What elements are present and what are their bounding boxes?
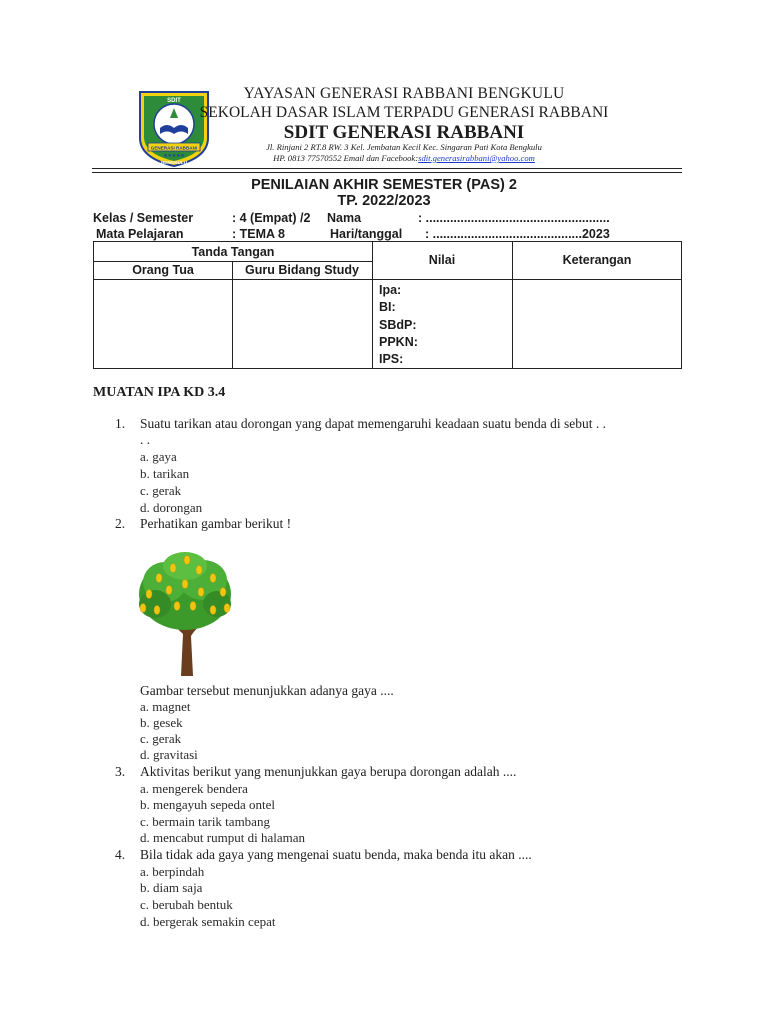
kelas-value: : 4 (Empat) /2 [232,211,311,225]
option-d[interactable]: d. dorongan [140,500,203,515]
question-text: Suatu tarikan atau dorongan yang dapat memengaruhi keadaan suatu benda di sebut . . [140,416,606,431]
option-b[interactable]: b. tarikan [140,466,190,481]
tanda-tangan-header: Tanda Tangan [191,245,275,259]
question-text: Perhatikan gambar berikut ! [140,516,292,531]
foundation-name: YAYASAN GENERASI RABBANI BENGKULU [243,85,565,102]
option-d[interactable]: d. mencabut rumput di halaman [140,830,305,845]
contact-prefix: HP. 0813 77570552 Email dan Facebook: [273,153,419,163]
option-c[interactable]: c. gerak [140,483,182,498]
option-a[interactable]: a. magnet [140,699,191,714]
option-a[interactable]: a. mengerek bendera [140,781,248,796]
question-text: Bila tidak ada gaya yang mengenai suatu benda, maka benda itu akan .... [140,847,532,862]
subject-ppkn: PPKN: [379,335,418,349]
mapel-value: : TEMA 8 [232,227,286,241]
option-b[interactable]: b. diam saja [140,880,203,895]
school-contact [0,153,768,163]
option-b[interactable]: b. mengayuh sepeda ontel [140,797,276,812]
question-number: 3. [115,764,126,779]
hari-field[interactable]: : ...........................................2023 [425,227,610,241]
table-sub-divider [94,261,372,262]
mapel-label: Mata Pelajaran [96,227,184,241]
table-header-divider [94,279,681,280]
subject-ipa: Ipa: [379,283,402,297]
school-short-name: SDIT GENERASI RABBANI [283,122,525,143]
school-full-name: SEKOLAH DASAR ISLAM TERPADU GENERASI RABBANI [199,104,609,121]
option-b[interactable]: b. gesek [140,715,183,730]
logo-top-text: SDIT [167,98,181,104]
question-number: 4. [115,847,126,862]
nama-label: Nama [327,211,362,225]
option-d[interactable]: d. gravitasi [140,747,198,762]
option-c[interactable]: c. gerak [140,731,182,746]
logo-bottom-text: BENGKULU [160,160,188,165]
nilai-header: Nilai [428,253,456,267]
hari-label: Hari/tanggal [330,227,403,241]
question-text-continued: . . [140,432,151,447]
option-a[interactable]: a. gaya [140,449,177,464]
table-col-divider-1 [232,261,233,368]
school-year: TP. 2022/2023 [337,193,431,209]
subject-sbdp: SBdP: [379,318,417,332]
header-divider-second [92,172,682,173]
option-a[interactable]: a. berpindah [140,864,205,879]
question-number: 2. [115,516,126,531]
email-link[interactable]: sdit.generasirabbani@yahoo.com [418,153,535,163]
logo-banner-text: GENERASI RABBANI [150,145,198,151]
school-address: Jl. Rinjani 2 RT.8 RW. 3 Kel. Jembatan Kecil Kec. Singaran Pati Kota Bengkulu [266,142,542,152]
question-number: 1. [115,416,126,431]
exam-title: PENILAIAN AKHIR SEMESTER (PAS) 2 [251,177,517,193]
kelas-label: Kelas / Semester [93,211,194,225]
mango-tree-image [135,548,235,676]
option-c[interactable]: c. bermain tarik tambang [140,814,270,829]
question-prompt: Gambar tersebut menunjukkan adanya gaya .... [140,683,394,698]
score-table [93,241,682,369]
section-title: MUATAN IPA KD 3.4 [93,385,226,400]
guru-header: Guru Bidang Study [245,263,359,277]
orang-tua-header: Orang Tua [132,263,194,277]
option-d[interactable]: d. bergerak semakin cepat [140,914,276,929]
subject-bi: BI: [379,300,396,314]
header-divider [92,168,682,169]
option-c[interactable]: c. berubah bentuk [140,897,233,912]
question-text: Aktivitas berikut yang menunjukkan gaya berupa dorongan adalah .... [140,764,517,779]
keterangan-header: Keterangan [562,253,632,267]
logo-stars: ★★★★★ [163,154,185,159]
subject-ips: IPS: [379,352,404,366]
nama-field[interactable]: : ..................................................... [418,211,610,225]
